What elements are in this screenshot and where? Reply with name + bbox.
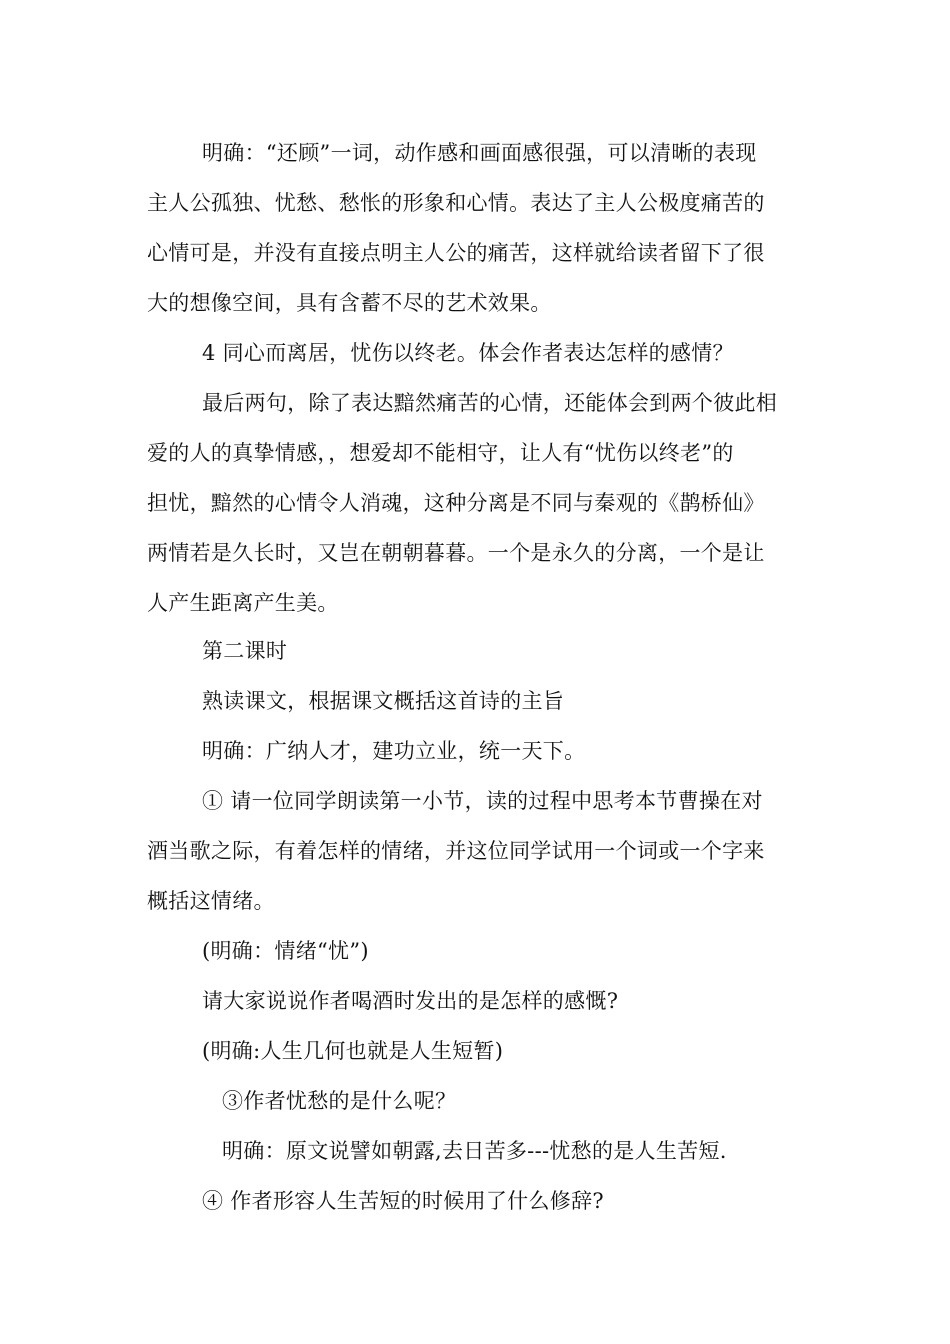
paragraph-line: ④ 作者形容人生苦短的时候用了什么修辞? (202, 1189, 604, 1213)
paragraph-line: 酒当歌之际，有着怎样的情绪，并这位同学试用一个词或一个字来 (147, 839, 765, 863)
question-line: 4 同心而离居，忧伤以终老。体会作者表达怎样的感情？ (202, 341, 734, 365)
paragraph-line: (明确:人生几何也就是人生短暂) (202, 1039, 504, 1063)
paragraph-line: 概括这情绪。 (147, 889, 275, 913)
paragraph-line: 爱的人的真挚情感，，想爱却不能相守，让人有“忧伤以终老”的 (147, 441, 734, 465)
paragraph-line: ③作者忧愁的是什么呢？ (222, 1089, 457, 1113)
paragraph-line: 请大家说说作者喝酒时发出的是怎样的感慨? (202, 989, 619, 1013)
paragraph-line: 明确：广纳人才，建功立业，统一天下。 (202, 739, 586, 763)
paragraph-line: 明确：“还顾”一词，动作感和画面感很强，可以清晰的表现 (202, 141, 757, 165)
paragraph-line: 大的想像空间，具有含蓄不尽的艺术效果。 (147, 291, 552, 315)
paragraph-line: 人产生距离产生美。 (147, 591, 339, 615)
paragraph-line: 心情可是，并没有直接点明主人公的痛苦，这样就给读者留下了很 (147, 241, 765, 265)
paragraph-line: ① 请一位同学朗读第一小节，读的过程中思考本节曹操在对 (202, 789, 763, 813)
paragraph-line: 担忧，黯然的心情令人消魂，这种分离是不同与秦观的《鹊桥仙》 (147, 491, 765, 515)
paragraph-line: 两情若是久长时，又岂在朝朝暮暮。一个是永久的分离，一个是让 (147, 541, 765, 565)
paragraph-line: 主人公孤独、忧愁、愁怅的形象和心情。表达了主人公极度痛苦的 (147, 191, 765, 215)
paragraph-line: 熟读课文，根据课文概括这首诗的主旨 (202, 689, 565, 713)
section-heading: 第二课时 (202, 639, 288, 663)
paragraph-line: (明确：情绪“忧”) (202, 939, 369, 963)
paragraph-line: 最后两句，除了表达黯然痛苦的心情，还能体会到两个彼此相 (202, 391, 778, 415)
paragraph-line: 明确：原文说譬如朝露,去日苦多---忧愁的是人生苦短. (222, 1139, 727, 1163)
